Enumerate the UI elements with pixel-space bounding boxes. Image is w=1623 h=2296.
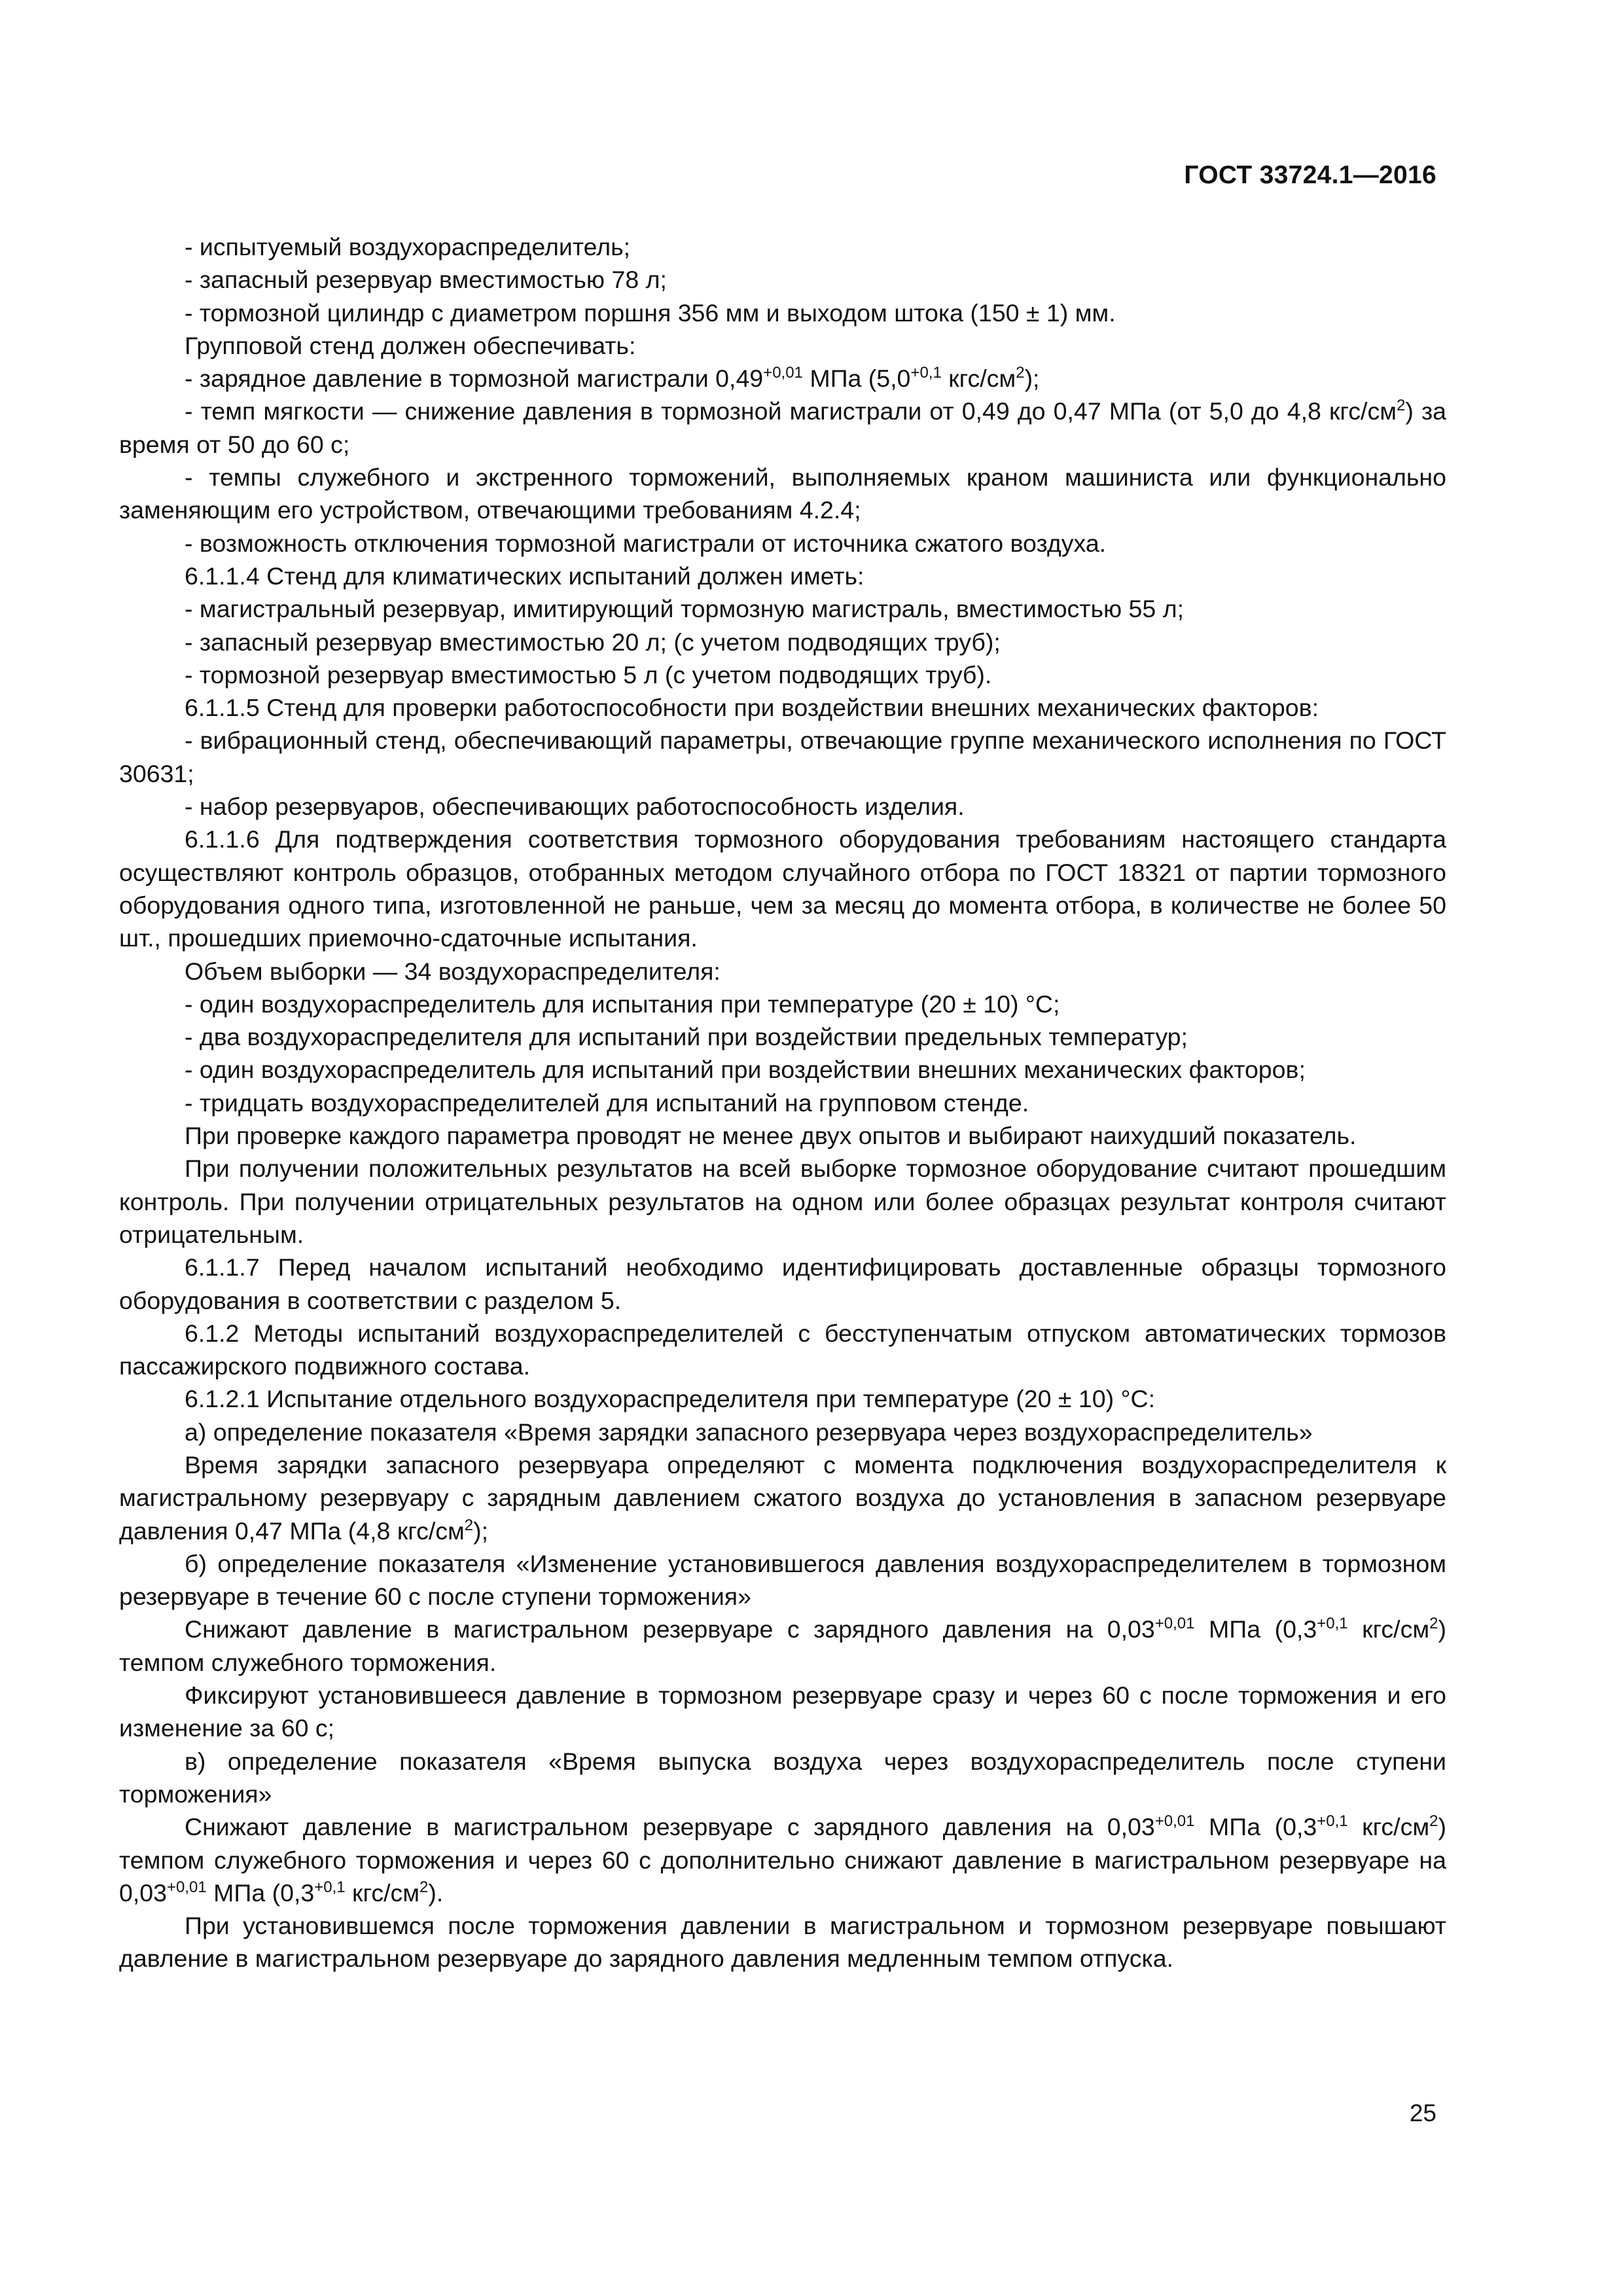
paragraph: - испытуемый воздухораспределитель;	[185, 233, 631, 260]
page-number: 25	[1409, 2100, 1436, 2126]
paragraph: - темпы служебного и экстренного торможений, выполняемых краном машиниста или функционально заменяющим его устройством, отвечающими требованиям 4.2.4;	[119, 463, 1446, 524]
paragraph: Фиксируют установившееся давление в тормозном резервуаре сразу и через 60 с после торможения и его изменение за 60 с;	[119, 1681, 1446, 1742]
paragraph: - темп мягкости — снижение давления в тормозной магистрали от 0,49 до 0,47 МПа (от 5,0 до 4,8 кгс/$см^2$) за время от 50 до 60 с;	[119, 397, 1446, 458]
paragraph: - запасный резервуар вместимостью 20 л; (с учетом подводящих труб);	[185, 628, 1001, 656]
paragraph: - тормозной резервуар вместимостью 5 л (с учетом подводящих труб).	[185, 660, 992, 689]
paragraph: При установившемся после торможения давлении в магистральном и тормозном резервуаре повышают давление в магистральном резервуаре до зарядного давления медленным темпом отпуска.	[119, 1912, 1446, 1973]
paragraph: - тридцать воздухораспределителей для испытаний на групповом стенде.	[185, 1088, 1029, 1117]
paragraph: Время зарядки запасного резервуара определяют с момента подключения воздухораспределителя к магистральному резервуару с зарядным давлением сжатого воздуха до установления в запасном резервуаре давления 0,47 МПа (4,8 кгс/$см^2$);	[119, 1450, 1446, 1545]
document-body	[119, 230, 1446, 1975]
paragraph: Групповой стенд должен обеспечивать:	[185, 331, 636, 359]
paragraph: Снижают давление в магистральном резервуаре с зарядного давления на $0,03^{+0,01}$ МПа ($0,3^{+0,1}$ кгс/$см^2$) темпом служебного торможения.	[119, 1615, 1446, 1676]
paragraph: Объем выборки — 34 воздухораспределителя:	[185, 957, 721, 985]
paragraph: - магистральный резервуар, имитирующий тормозную магистраль, вместимостью 55 л;	[185, 595, 1184, 623]
paragraph: 6.1.1.7 Перед началом испытаний необходимо идентифицировать доставленные образцы тормозного оборудования в соответствии с разделом 5.	[119, 1253, 1446, 1314]
paragraph: - набор резервуаров, обеспечивающих работоспособность изделия.	[185, 793, 965, 821]
paragraph: - возможность отключения тормозной магистрали от источника сжатого воздуха.	[185, 529, 1107, 557]
paragraph: 6.1.2 Методы испытаний воздухораспределителей с бесступенчатым отпуском автоматических тормозов пассажирского подвижного состава.	[119, 1319, 1446, 1380]
paragraph: 6.1.1.6 Для подтверждения соответствия тормозного оборудования требованиям настоящего стандарта осуществляют контроль образцов, отобранных методом случайного отбора по ГОСТ 18321 от партии тормозного оборудования одного типа, изготовленной не раньше, чем за месяц до момента отбора, в количестве не более 50 шт., прошедших приемочно-сдаточные испытания.	[119, 825, 1446, 952]
paragraph: 6.1.2.1 Испытание отдельного воздухораспределителя при температуре (20 ± 10) °С:	[185, 1385, 1155, 1413]
paragraph: Снижают давление в магистральном резервуаре с зарядного давления на $0,03^{+0,01}$ МПа ($0,3^{+0,1}$ кгс/$см^2$) темпом служебного торможения и через 60 с дополнительно снижают давление в магистральном резервуаре на $0,03^{+0,01}$ МПа ($0,3^{+0,1}$ кгс/$см^2$).	[119, 1812, 1446, 1907]
paragraph: - тормозной цилиндр с диаметром поршня 356 мм и выходом штока (150 ± 1) мм.	[185, 298, 1116, 327]
paragraph: а) определение показателя «Время зарядки запасного резервуара через воздухораспределитель»	[185, 1418, 1313, 1446]
paragraph: - два воздухораспределителя для испытаний при воздействии предельных температур;	[185, 1023, 1188, 1051]
paragraph: в) определение показателя «Время выпуска воздуха через воздухораспределитель после ступени торможения»	[119, 1747, 1446, 1808]
paragraph: - вибрационный стенд, обеспечивающий параметры, отвечающие группе механического исполнения по ГОСТ 30631;	[119, 726, 1446, 787]
paragraph: При проверке каждого параметра проводят не менее двух опытов и выбирают наихудший показатель.	[185, 1122, 1357, 1150]
paragraph: - один воздухораспределитель для испытаний при воздействии внешних механических факторов;	[185, 1056, 1306, 1084]
paragraph: 6.1.1.4 Стенд для климатических испытаний должен иметь:	[185, 562, 865, 590]
paragraph: - зарядное давление в тормозной магистрали $0,49^{+0,01}$ МПа ($5,0^{+0,1}$ кгс/$см^2$);	[185, 364, 1040, 393]
paragraph: - запасный резервуар вместимостью 78 л;	[185, 266, 667, 294]
paragraph: 6.1.1.5 Стенд для проверки работоспособности при воздействии внешних механических факторов:	[185, 694, 1319, 722]
paragraph: б) определение показателя «Изменение установившегося давления воздухораспределителем в тормозном резервуаре в течение 60 с после ступени торможения»	[119, 1549, 1446, 1611]
paragraph: При получении положительных результатов на всей выборке тормозное оборудование считают прошедшим контроль. При получении отрицательных результатов на одном или более образцах результат контроля считают отрицательным.	[119, 1155, 1446, 1248]
document-id-header: ГОСТ 33724.1—2016	[1184, 161, 1436, 189]
paragraph: - один воздухораспределитель для испытания при температуре (20 ± 10) °С;	[185, 990, 1060, 1018]
